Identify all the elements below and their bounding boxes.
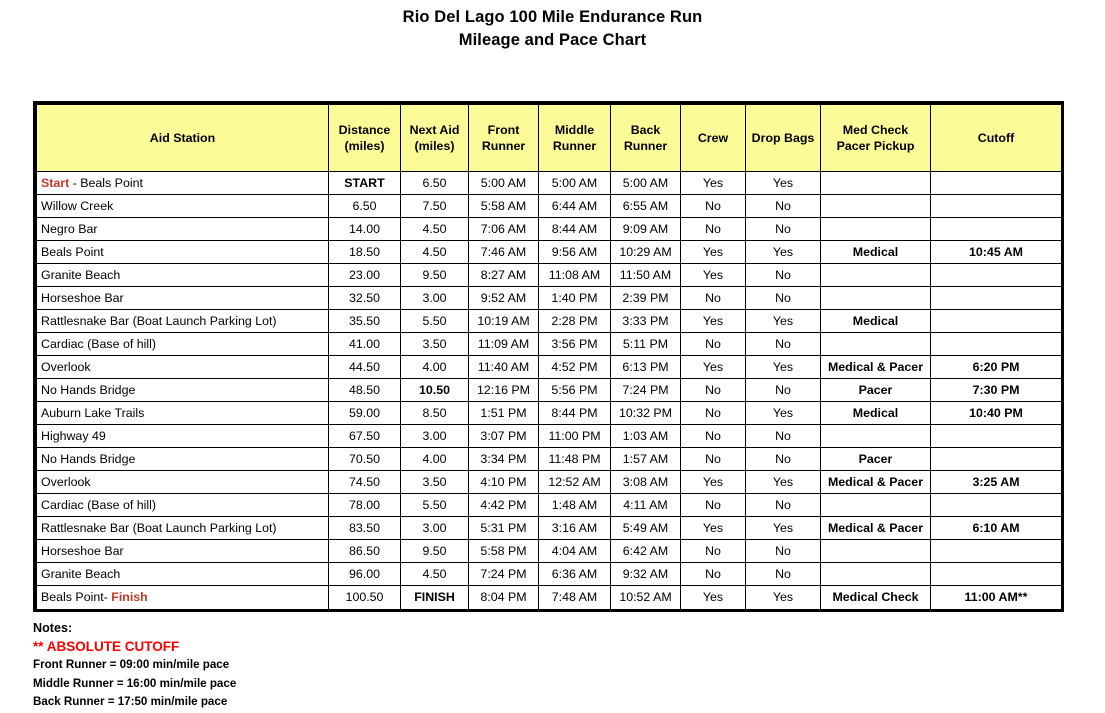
cell-middle-runner: 11:48 PM — [539, 448, 611, 471]
table-row — [37, 448, 1062, 471]
cell-cutoff: 3:25 AM — [931, 471, 1062, 494]
cell-distance: 100.50 — [329, 586, 401, 609]
cell-next-aid: 3.50 — [401, 333, 469, 356]
cell-back-runner: 11:50 AM — [611, 264, 681, 287]
cell-crew: No — [681, 448, 746, 471]
cell-back-runner: 1:57 AM — [611, 448, 681, 471]
cell-middle-runner: 11:08 AM — [539, 264, 611, 287]
cell-front-runner: 11:09 AM — [469, 333, 539, 356]
station-name: No Hands Bridge — [41, 383, 136, 397]
cell-next-aid: FINISH — [401, 586, 469, 609]
cell-next-aid: 9.50 — [401, 264, 469, 287]
cell-drop-bags: Yes — [746, 310, 821, 333]
cell-front-runner: 12:16 PM — [469, 379, 539, 402]
cell-drop-bags: No — [746, 287, 821, 310]
cell-distance: 14.00 — [329, 218, 401, 241]
station-name: Rattlesnake Bar (Boat Launch Parking Lot) — [41, 314, 277, 328]
cell-middle-runner: 1:40 PM — [539, 287, 611, 310]
cell-aid-station — [37, 241, 329, 264]
station-name: Overlook — [41, 475, 91, 489]
header-line-1: Middle — [554, 123, 595, 137]
cell-cutoff: 11:00 AM** — [931, 586, 1062, 609]
cell-crew: Yes — [681, 356, 746, 379]
cell-cutoff — [931, 563, 1062, 586]
station-name: Overlook — [41, 360, 91, 374]
cell-cutoff — [931, 172, 1062, 195]
cell-middle-runner: 8:44 PM — [539, 402, 611, 425]
cell-distance: 78.00 — [329, 494, 401, 517]
table-row — [37, 218, 1062, 241]
cell-middle-runner: 1:48 AM — [539, 494, 611, 517]
header-line-2: Runner — [552, 139, 597, 153]
station-name: Beals Point — [41, 245, 104, 259]
header-line-2: Runner — [623, 139, 668, 153]
notes-back-runner-pace: Back Runner = 17:50 min/mile pace — [33, 695, 228, 708]
cell-next-aid: 4.00 — [401, 356, 469, 379]
cell-crew: No — [681, 218, 746, 241]
cell-aid-station — [37, 586, 329, 609]
cell-next-aid: 3.00 — [401, 287, 469, 310]
station-name: Auburn Lake Trails — [41, 406, 145, 420]
table-row — [37, 471, 1062, 494]
cell-back-runner: 6:42 AM — [611, 540, 681, 563]
header-line-1: Front — [487, 123, 520, 137]
cell-distance: 23.00 — [329, 264, 401, 287]
cell-middle-runner: 12:52 AM — [539, 471, 611, 494]
cell-front-runner: 5:58 PM — [469, 540, 539, 563]
cell-distance: 70.50 — [329, 448, 401, 471]
cell-distance: 96.00 — [329, 563, 401, 586]
cell-next-aid: 9.50 — [401, 540, 469, 563]
cell-aid-station — [37, 333, 329, 356]
cell-med-check-pacer: Medical & Pacer — [821, 471, 931, 494]
cell-next-aid: 3.00 — [401, 425, 469, 448]
cell-distance: 35.50 — [329, 310, 401, 333]
station-suffix: Finish — [111, 590, 148, 605]
table-row — [37, 425, 1062, 448]
cell-next-aid: 4.00 — [401, 448, 469, 471]
cell-back-runner: 10:52 AM — [611, 586, 681, 609]
station-prefix: Start — [41, 176, 70, 190]
table-header-cell-aid-station — [37, 105, 329, 172]
cell-med-check-pacer — [821, 287, 931, 310]
table-row — [37, 494, 1062, 517]
cell-drop-bags: Yes — [746, 402, 821, 425]
cell-crew: Yes — [681, 241, 746, 264]
cell-front-runner: 4:10 PM — [469, 471, 539, 494]
cell-aid-station — [37, 356, 329, 379]
station-name: Cardiac (Base of hill) — [41, 498, 157, 512]
cell-back-runner: 3:33 PM — [611, 310, 681, 333]
cell-cutoff — [931, 448, 1062, 471]
cell-distance: 41.00 — [329, 333, 401, 356]
header-line-1: Distance — [338, 123, 391, 137]
cell-drop-bags: No — [746, 448, 821, 471]
mileage-pace-table-container — [33, 101, 1064, 612]
cell-med-check-pacer — [821, 540, 931, 563]
cell-aid-station — [37, 264, 329, 287]
cell-drop-bags: No — [746, 494, 821, 517]
cell-aid-station — [37, 402, 329, 425]
header-line-2: Runner — [481, 139, 526, 153]
header-line-1: Next Aid — [409, 123, 460, 137]
cell-med-check-pacer: Pacer — [821, 379, 931, 402]
cell-aid-station — [37, 218, 329, 241]
cell-next-aid: 5.50 — [401, 310, 469, 333]
cell-drop-bags: Yes — [746, 172, 821, 195]
cell-drop-bags: Yes — [746, 356, 821, 379]
cell-crew: No — [681, 402, 746, 425]
cell-distance: 18.50 — [329, 241, 401, 264]
cell-front-runner: 8:27 AM — [469, 264, 539, 287]
table-header-cell-distance — [329, 105, 401, 172]
cell-med-check-pacer: Pacer — [821, 448, 931, 471]
cell-front-runner: 3:34 PM — [469, 448, 539, 471]
cell-next-aid: 5.50 — [401, 494, 469, 517]
table-header-row — [37, 105, 1062, 172]
cell-med-check-pacer: Medical & Pacer — [821, 517, 931, 540]
cell-distance: START — [329, 172, 401, 195]
cell-middle-runner: 8:44 AM — [539, 218, 611, 241]
cell-crew: Yes — [681, 471, 746, 494]
cell-back-runner: 6:55 AM — [611, 195, 681, 218]
cell-front-runner: 9:52 AM — [469, 287, 539, 310]
cell-front-runner: 5:58 AM — [469, 195, 539, 218]
cell-middle-runner: 2:28 PM — [539, 310, 611, 333]
cell-med-check-pacer — [821, 425, 931, 448]
notes-absolute-cutoff: ** ABSOLUTE CUTOFF — [33, 639, 180, 654]
cell-distance: 59.00 — [329, 402, 401, 425]
cell-next-aid: 3.50 — [401, 471, 469, 494]
station-name: Granite Beach — [41, 567, 121, 581]
table-row — [37, 517, 1062, 540]
cell-back-runner: 7:24 PM — [611, 379, 681, 402]
station-name: Horseshoe Bar — [41, 291, 124, 305]
cell-distance: 83.50 — [329, 517, 401, 540]
cell-crew: No — [681, 287, 746, 310]
cell-crew: Yes — [681, 517, 746, 540]
header-line-2: Pacer Pickup — [836, 139, 915, 153]
header-line-1: Drop Bags — [751, 131, 815, 145]
table-header-cell-front — [469, 105, 539, 172]
cell-back-runner: 1:03 AM — [611, 425, 681, 448]
table-row — [37, 310, 1062, 333]
cell-cutoff: 6:10 AM — [931, 517, 1062, 540]
station-name: - Beals Point — [69, 176, 143, 190]
cell-front-runner: 7:06 AM — [469, 218, 539, 241]
header-line-2: (miles) — [414, 139, 455, 153]
cell-cutoff — [931, 264, 1062, 287]
table-header-cell-middle — [539, 105, 611, 172]
cell-next-aid: 4.50 — [401, 563, 469, 586]
cell-cutoff: 10:40 PM — [931, 402, 1062, 425]
cell-distance: 74.50 — [329, 471, 401, 494]
station-name: No Hands Bridge — [41, 452, 136, 466]
cell-cutoff — [931, 287, 1062, 310]
cell-middle-runner: 5:56 PM — [539, 379, 611, 402]
cell-cutoff — [931, 425, 1062, 448]
cell-middle-runner: 3:56 PM — [539, 333, 611, 356]
cell-crew: No — [681, 379, 746, 402]
cell-back-runner: 10:32 PM — [611, 402, 681, 425]
cell-back-runner: 2:39 PM — [611, 287, 681, 310]
cell-aid-station — [37, 471, 329, 494]
cell-back-runner: 5:00 AM — [611, 172, 681, 195]
cell-front-runner: 7:46 AM — [469, 241, 539, 264]
cell-back-runner: 9:32 AM — [611, 563, 681, 586]
cell-cutoff — [931, 333, 1062, 356]
cell-middle-runner: 9:56 AM — [539, 241, 611, 264]
cell-crew: No — [681, 494, 746, 517]
cell-crew: No — [681, 333, 746, 356]
cell-crew: Yes — [681, 172, 746, 195]
notes-label: Notes: — [33, 621, 73, 635]
header-line-1: Back — [630, 123, 661, 137]
notes-front-runner-pace: Front Runner = 09:00 min/mile pace — [33, 658, 230, 671]
cell-middle-runner: 4:04 AM — [539, 540, 611, 563]
cell-aid-station — [37, 540, 329, 563]
cell-front-runner: 7:24 PM — [469, 563, 539, 586]
cell-drop-bags: Yes — [746, 241, 821, 264]
cell-med-check-pacer — [821, 333, 931, 356]
cell-front-runner: 10:19 AM — [469, 310, 539, 333]
table-row — [37, 333, 1062, 356]
cell-drop-bags: No — [746, 425, 821, 448]
cell-back-runner: 9:09 AM — [611, 218, 681, 241]
cell-aid-station — [37, 195, 329, 218]
cell-drop-bags: No — [746, 540, 821, 563]
cell-back-runner: 5:49 AM — [611, 517, 681, 540]
table-row — [37, 586, 1062, 609]
cell-drop-bags: Yes — [746, 586, 821, 609]
cell-back-runner: 5:11 PM — [611, 333, 681, 356]
cell-next-aid: 6.50 — [401, 172, 469, 195]
table-row — [37, 402, 1062, 425]
cell-drop-bags: No — [746, 264, 821, 287]
cell-middle-runner: 6:44 AM — [539, 195, 611, 218]
cell-drop-bags: No — [746, 195, 821, 218]
station-name: Rattlesnake Bar (Boat Launch Parking Lot) — [41, 521, 277, 535]
header-line-1: Cutoff — [977, 131, 1015, 145]
cell-med-check-pacer: Medical — [821, 402, 931, 425]
cell-distance: 32.50 — [329, 287, 401, 310]
station-name: Granite Beach — [41, 268, 121, 282]
cell-middle-runner: 5:00 AM — [539, 172, 611, 195]
cell-next-aid: 4.50 — [401, 241, 469, 264]
table-row — [37, 172, 1062, 195]
cell-aid-station — [37, 310, 329, 333]
cell-med-check-pacer — [821, 218, 931, 241]
table-header-cell-back — [611, 105, 681, 172]
cell-med-check-pacer: Medical — [821, 241, 931, 264]
cell-drop-bags: No — [746, 379, 821, 402]
table-row — [37, 241, 1062, 264]
cell-middle-runner: 11:00 PM — [539, 425, 611, 448]
cell-med-check-pacer: Medical — [821, 310, 931, 333]
cell-aid-station — [37, 494, 329, 517]
cell-drop-bags: No — [746, 218, 821, 241]
station-name: Willow Creek — [41, 199, 114, 213]
cell-cutoff — [931, 218, 1062, 241]
cell-med-check-pacer — [821, 195, 931, 218]
cell-back-runner: 10:29 AM — [611, 241, 681, 264]
cell-aid-station — [37, 425, 329, 448]
cell-front-runner: 11:40 AM — [469, 356, 539, 379]
table-row — [37, 379, 1062, 402]
cell-back-runner: 3:08 AM — [611, 471, 681, 494]
cell-crew: No — [681, 195, 746, 218]
table-body — [37, 172, 1062, 609]
station-name: Highway 49 — [41, 429, 106, 443]
page-title — [0, 6, 1105, 52]
title-line-1: Rio Del Lago 100 Mile Endurance Run — [402, 8, 703, 26]
cell-crew: No — [681, 425, 746, 448]
cell-cutoff: 7:30 PM — [931, 379, 1062, 402]
cell-med-check-pacer — [821, 264, 931, 287]
notes-section — [33, 620, 633, 712]
cell-aid-station — [37, 563, 329, 586]
cell-front-runner: 5:00 AM — [469, 172, 539, 195]
cell-drop-bags: Yes — [746, 471, 821, 494]
table-header-cell-med-check — [821, 105, 931, 172]
cell-drop-bags: Yes — [746, 517, 821, 540]
cell-next-aid: 8.50 — [401, 402, 469, 425]
cell-middle-runner: 7:48 AM — [539, 586, 611, 609]
table-header-cell-drop-bags — [746, 105, 821, 172]
cell-aid-station — [37, 379, 329, 402]
header-line-2: (miles) — [344, 139, 385, 153]
cell-cutoff: 10:45 AM — [931, 241, 1062, 264]
cell-distance: 6.50 — [329, 195, 401, 218]
cell-med-check-pacer: Medical & Pacer — [821, 356, 931, 379]
cell-front-runner: 1:51 PM — [469, 402, 539, 425]
cell-med-check-pacer — [821, 172, 931, 195]
cell-cutoff: 6:20 PM — [931, 356, 1062, 379]
cell-med-check-pacer — [821, 563, 931, 586]
cell-front-runner: 5:31 PM — [469, 517, 539, 540]
cell-med-check-pacer: Medical Check — [821, 586, 931, 609]
cell-back-runner: 6:13 PM — [611, 356, 681, 379]
header-line-1: Crew — [697, 131, 729, 145]
header-line-1: Aid Station — [149, 131, 216, 145]
cell-front-runner: 4:42 PM — [469, 494, 539, 517]
station-name: Negro Bar — [41, 222, 98, 236]
cell-next-aid: 4.50 — [401, 218, 469, 241]
table-row — [37, 195, 1062, 218]
cell-cutoff — [931, 494, 1062, 517]
table-row — [37, 264, 1062, 287]
cell-aid-station — [37, 172, 329, 195]
cell-front-runner: 8:04 PM — [469, 586, 539, 609]
cell-front-runner: 3:07 PM — [469, 425, 539, 448]
cell-cutoff — [931, 310, 1062, 333]
cell-med-check-pacer — [821, 494, 931, 517]
table-row — [37, 287, 1062, 310]
cell-drop-bags: No — [746, 563, 821, 586]
cell-distance: 67.50 — [329, 425, 401, 448]
header-line-1: Med Check — [842, 123, 909, 137]
title-line-2: Mileage and Pace Chart — [458, 31, 647, 49]
cell-distance: 44.50 — [329, 356, 401, 379]
cell-crew: Yes — [681, 586, 746, 609]
cell-next-aid: 10.50 — [401, 379, 469, 402]
table-header-cell-cutoff — [931, 105, 1062, 172]
mileage-pace-table — [36, 104, 1062, 609]
cell-crew: No — [681, 563, 746, 586]
cell-middle-runner: 6:36 AM — [539, 563, 611, 586]
cell-distance: 86.50 — [329, 540, 401, 563]
cell-crew: No — [681, 540, 746, 563]
notes-middle-runner-pace: Middle Runner = 16:00 min/mile pace — [33, 676, 237, 690]
cell-crew: Yes — [681, 264, 746, 287]
cell-next-aid: 3.00 — [401, 517, 469, 540]
cell-aid-station — [37, 448, 329, 471]
table-row — [37, 563, 1062, 586]
table-header-cell-next-aid — [401, 105, 469, 172]
table-header-cell-crew — [681, 105, 746, 172]
cell-distance: 48.50 — [329, 379, 401, 402]
station-name: Horseshoe Bar — [41, 544, 124, 558]
station-name: Cardiac (Base of hill) — [41, 337, 157, 351]
cell-aid-station — [37, 517, 329, 540]
cell-cutoff — [931, 540, 1062, 563]
cell-cutoff — [931, 195, 1062, 218]
cell-aid-station — [37, 287, 329, 310]
station-name: Beals Point- — [41, 590, 112, 605]
cell-middle-runner: 4:52 PM — [539, 356, 611, 379]
cell-next-aid: 7.50 — [401, 195, 469, 218]
table-row — [37, 540, 1062, 563]
cell-back-runner: 4:11 AM — [611, 494, 681, 517]
cell-middle-runner: 3:16 AM — [539, 517, 611, 540]
table-row — [37, 356, 1062, 379]
cell-crew: Yes — [681, 310, 746, 333]
cell-drop-bags: No — [746, 333, 821, 356]
